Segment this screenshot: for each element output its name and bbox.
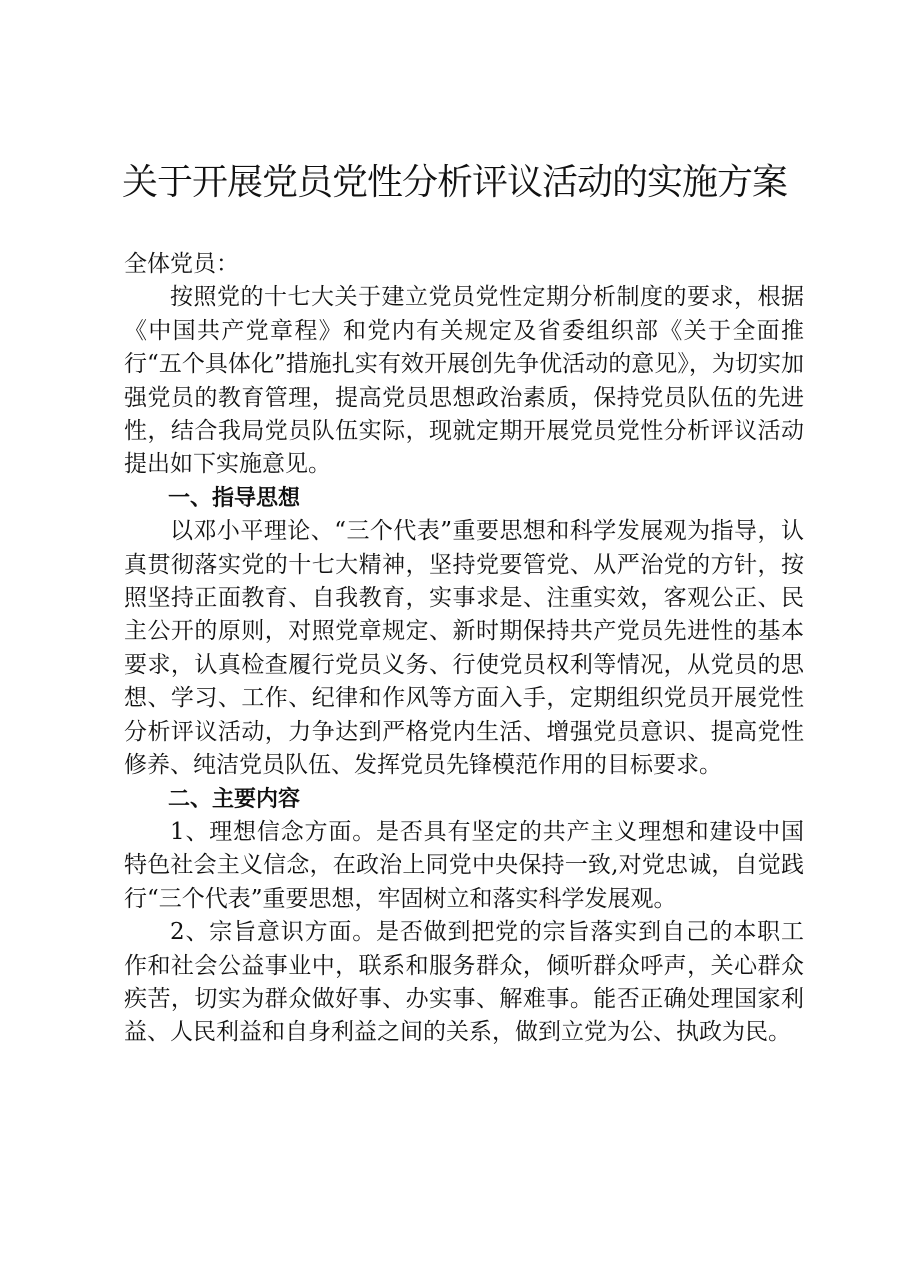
salutation: 全体党员： — [124, 251, 239, 277]
section-heading-main-content: 二、主要内容 — [168, 786, 301, 812]
guiding-ideology-paragraph: 以邓小平理论、“三个代表”重要思想和科学发展观为指导，认真贯彻落实党的十七大精神，坚持党要管党、从严治党的方针，按照坚持正面教育、自我教育，实事求是、注重实效，客观公正、民主公开的原则，对照党章规定、新时期保持共产党员先进性的基本要求，认真检查履行党员义务、行使党员权利等情况，从党员的思想、学习、工作、纪律和作风等方面入手，定期组织党员开展党性分析评议活动，力争达到严格党内生活、增强党员意识、提高党性修养、纯洁党员队伍、发挥党员先锋模范作用的目标要求。 — [124, 518, 804, 779]
document-body — [124, 248, 804, 1050]
section-heading-guiding-ideology: 一、指导思想 — [168, 485, 301, 511]
document-title: 关于开展党员党性分析评议活动的实施方案 — [121, 162, 787, 203]
content-item-purpose-awareness: 2、宗旨意识方面。是否做到把党的宗旨落实到自己的本职工作和社会公益事业中，联系和服务群众，倾听群众呼声，关心群众疾苦，切实为群众做好事、办实事、解难事。能否正确处理国家利益、人民利益和自身利益之间的关系，做到立党为公、执政为民。 — [124, 919, 804, 1046]
intro-paragraph: 按照党的十七大关于建立党员党性定期分析制度的要求，根据《中国共产党章程》和党内有关规定及省委组织部《关于全面推行“五个具体化”措施扎实有效开展创先争优活动的意见》，为切实加强党员的教育管理，提高党员思想政治素质，保持党员队伍的先进性，结合我局党员队伍实际，现就定期开展党员党性分析评议活动提出如下实施意见。 — [124, 284, 804, 478]
content-item-ideals-beliefs: 1、理想信念方面。是否具有坚定的共产主义理想和建设中国特色社会主义信念，在政治上同党中央保持一致,对党忠诚，自觉践行“三个代表”重要思想，牢固树立和落实科学发展观。 — [124, 818, 804, 912]
